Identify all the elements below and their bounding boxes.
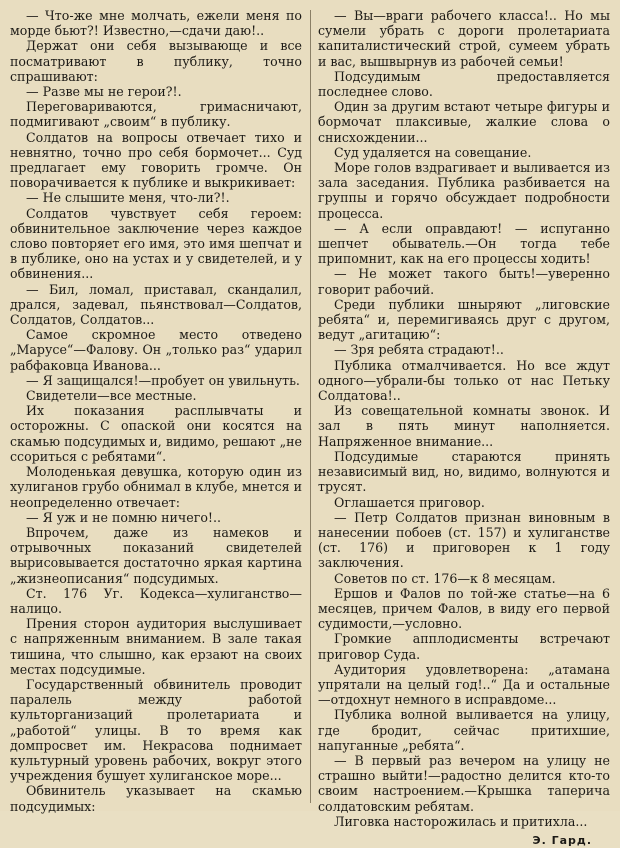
paragraph: Суд удаляется на совещание. [334, 144, 532, 160]
column-divider [310, 10, 311, 803]
paragraph: Самое скромное место отведено „Марусе“—Фалову. Он „только раз“ ударил рабфаковца Иванова... [10, 327, 302, 373]
paragraph: — Вы—враги рабочего класса!.. Но мы сумели убрать с дороги пролетариата капиталистический строй, сумеем убрать и вас, вышвырнув из рабочей семьи! [318, 8, 610, 69]
paragraph: Прения сторон аудитория выслушивает с напряженным вниманием. В зале такая тишина, что слышно, как ерзают на своих местах подсудимые. [10, 616, 302, 677]
paragraph: Впрочем, даже из намеков и отрывочных показаний свидетелей вырисовывается достаточно яркая картина „жизнеописания“ подсудимых. [10, 524, 302, 586]
paragraph: Аудитория удовлетворена: „атамана упрятали на целый год!..“ Да и остальные—отдохнут немного в исправдоме... [318, 661, 610, 708]
paragraph: Публика отмалчивается. Но все ждут одного—убрали-бы только от нас Петьку Солдатова!.. [318, 357, 610, 404]
paragraph: Подсудимым предоставляется последнее слово. [318, 68, 610, 100]
paragraph: Молоденькая девушка, которую один из хулиганов грубо обнимал в клубе, мнется и неопределенно отвечает: [10, 464, 302, 510]
paragraph: — Не может такого быть!—уверенно говорит рабочий. [318, 266, 610, 297]
paragraph: Переговариваются, гримасничают, подмигивают „своим“ в публику. [10, 99, 302, 130]
paragraph: — Я защищался!—пробует он увильнуть. [26, 372, 300, 388]
left-column [10, 8, 302, 814]
paragraph: Государственный обвинитель проводит паралель между работой культорганизаций пролетариата и „работой“ улицы. В то время как домпросвет им. Некрасова поднимает культурный уровень рабочих, вокруг этого учреждения бушует хулиганское море... [10, 676, 302, 784]
paragraph: Ст. 176 Уг. Кодекса—хулиганство—налицо. [10, 585, 302, 616]
article-columns [10, 8, 610, 847]
paragraph: Держат они себя вызывающе и все посматривают в публику, точно спрашивают: [10, 38, 302, 84]
paragraph: Подсудимые стараются принять независимый вид, но, видимо, волнуются и трусят. [318, 448, 610, 495]
paragraph: Из совещательной комнаты звонок. И зал в пять минут наполняется. Напряженное внимание... [318, 403, 610, 449]
paragraph: — Петр Солдатов признан виновным в нанесении побоев (ст. 157) и хулиганстве (ст. 176) и приговорен к 1 году заключения. [318, 509, 610, 571]
paragraph: — Не слышите меня, что-ли?!. [26, 190, 230, 206]
paragraph: Громкие апплодисменты встречают приговор Суда. [318, 631, 610, 662]
paragraph: — Что-же мне молчать, ежели меня по морде бьют?! Известно,—сдачи даю!.. [10, 8, 302, 39]
paragraph: — Бил, ломал, приставал, скандалил, дрался, задевал, пьянствовал—Солдатов, Солдатов, Солдатов... [10, 281, 302, 328]
paragraph: Солдатов чувствует себя героем: обвинительное заключение через каждое слово повторяет его имя, это имя шепчат и в публике, оно на устах и у свидетелей, и у обвинения... [10, 205, 302, 282]
paragraph: — В первый раз вечером на улицу не страшно выйти!—радостно делится кто-то своим настроением.—Крышка таперича солдатовским ребятам. [318, 752, 610, 814]
paragraph: — А если оправдают! — испуганно шепчет обыватель.—Он тогда тебе припомнит, как на его процессы ходить! [318, 220, 610, 267]
paragraph: Лиговка насторожилась и притихла... [334, 813, 588, 829]
right-column-paragraphs [318, 8, 610, 829]
author-signature: Э. Гард. [532, 833, 592, 847]
paragraph: Ершов и Фалов по той-же статье—на 6 месяцев, причем Фалов, в виду его первой судимости,—условно. [318, 585, 610, 632]
paragraph: Оглашается приговор. [334, 494, 485, 510]
paragraph: Обвинитель указывает на скамью подсудимых: [10, 783, 302, 814]
paragraph: — Зря ребята страдают!.. [334, 342, 504, 358]
paragraph: Среди публики шныряют „лиговские ребята“ и, перемигиваясь друг с другом, ведут „агитацию“: [318, 296, 610, 343]
paragraph: — Разве мы не герои?!. [26, 84, 182, 100]
right-column [318, 8, 610, 847]
paragraph: Солдатов на вопросы отвечает тихо и невнятно, точно про себя бормочет... Суд предлагает ему говорить громче. Он поворачивается к публике и выкрикивает: [10, 129, 302, 191]
paragraph: Их показания расплывчаты и осторожны. С опаской они косятся на скамью подсудимых и, видимо, решают „не ссориться с ребятами“. [10, 403, 302, 464]
paragraph: Советов по ст. 176—к 8 месяцам. [334, 570, 556, 586]
paragraph: Публика волной выливается на улицу, где бродит, сейчас притихшие, напуганные „ребята“. [318, 707, 610, 753]
paragraph: Море голов вздрагивает и выливается из зала заседания. Публика разбивается на группы и горячо обсуждает подробности процесса. [318, 160, 610, 221]
paragraph: Один за другим встают четыре фигуры и бормочат плаксивые, жалкие слова о снисхождении... [318, 99, 610, 145]
paragraph: — Я уж и не помню ничего!.. [26, 509, 221, 525]
paragraph: Свидетели—все местные. [26, 388, 197, 404]
